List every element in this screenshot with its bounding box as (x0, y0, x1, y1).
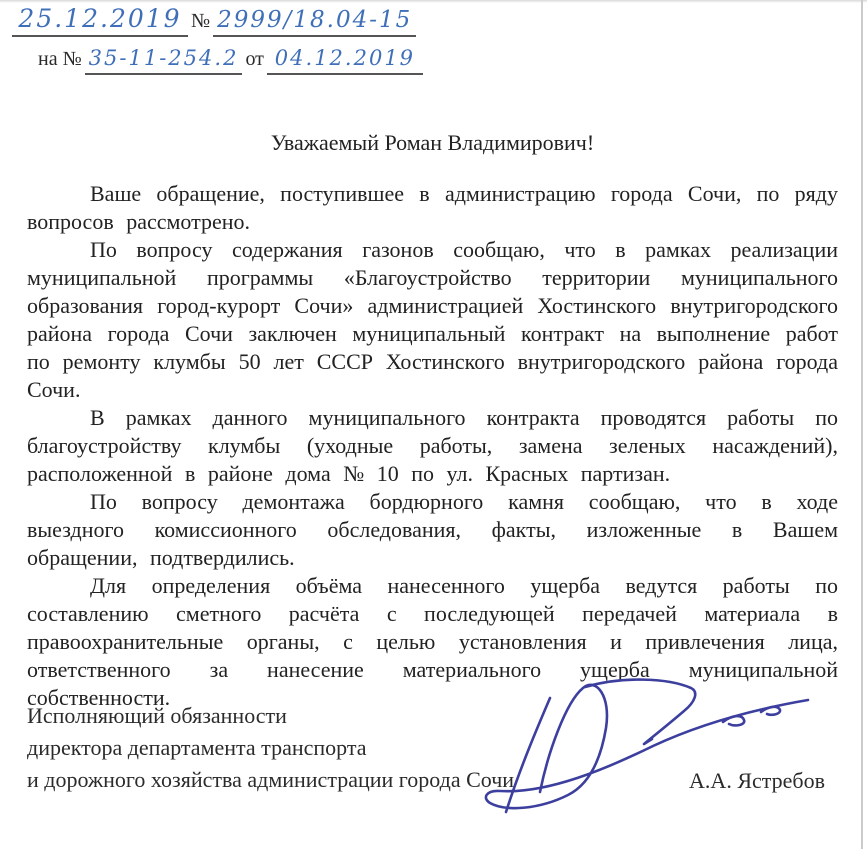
salutation: Уважаемый Роман Владимирович! (270, 130, 595, 155)
outgoing-number-handwritten: 2999/18.04-15 (217, 7, 413, 33)
reply-to-label: на № (38, 48, 82, 70)
paragraph-5: Для определения объёма нанесенного ущерба ведутся работы по составлению сметного расчёта с последующей передачей материала в правоохранительные органы, с целью установления и привлечения лица, ответственного за нанесение материального ущерба муниципальной собственности. (27, 573, 838, 710)
outgoing-date-field (12, 4, 188, 37)
reference-header (12, 4, 423, 75)
signer-position-line-3: и дорожного хозяйства администрации города Сочи (27, 767, 515, 792)
outgoing-date-handwritten: 25.12.2019 (18, 4, 182, 33)
letter-body (27, 130, 838, 712)
paragraph-1: Ваше обращение, поступившее в администрацию города Сочи, по ряду вопросов рассмотрено. (27, 181, 838, 234)
paragraph-3: В рамках данного муниципального контракта проводятся работы по благоустройству клумбы (уходные работы, замена зеленых насаждений), расположенной в районе дома № 10 по ул. Красных партизан. (27, 405, 838, 486)
paragraph-2: По вопросу содержания газонов сообщаю, что в рамках реализации муниципальной программы «Благоустройство территории муниципального образования город-курорт Сочи» администрацией Хостинского внутригородского района города Сочи заключен муниципальный контракт на выполнение работ по ремонту клумбы 50 лет СССР Хостинского внутригородского района города Сочи. (27, 237, 838, 402)
number-sign-label: № (191, 10, 211, 32)
incoming-date-handwritten: 04.12.2019 (274, 46, 416, 70)
paragraph-4: По вопросу демонтажа бордюрного камня сообщаю, что в ходе выездного комиссионного обследования, факты, изложенные в Вашем обращении, подтвердились. (27, 489, 838, 570)
from-date-label: от (245, 48, 264, 70)
incoming-number-field (85, 46, 243, 75)
incoming-number-handwritten: 35-11-254.2 (88, 46, 239, 70)
signer-name: А.А. Ястребов (689, 768, 825, 793)
outgoing-reference-line (12, 4, 423, 37)
signer-position-line-1: Исполняющий обязанности (27, 703, 287, 728)
signature-block (27, 700, 825, 796)
outgoing-number-field (213, 7, 416, 37)
scan-artifact-right-edge (861, 0, 863, 849)
incoming-reference-line (35, 46, 423, 75)
incoming-date-field (267, 46, 423, 75)
signer-position (27, 700, 514, 796)
signer-position-line-2: директора департамента транспорта (27, 735, 367, 760)
scan-artifact-top-edge (0, 0, 867, 3)
